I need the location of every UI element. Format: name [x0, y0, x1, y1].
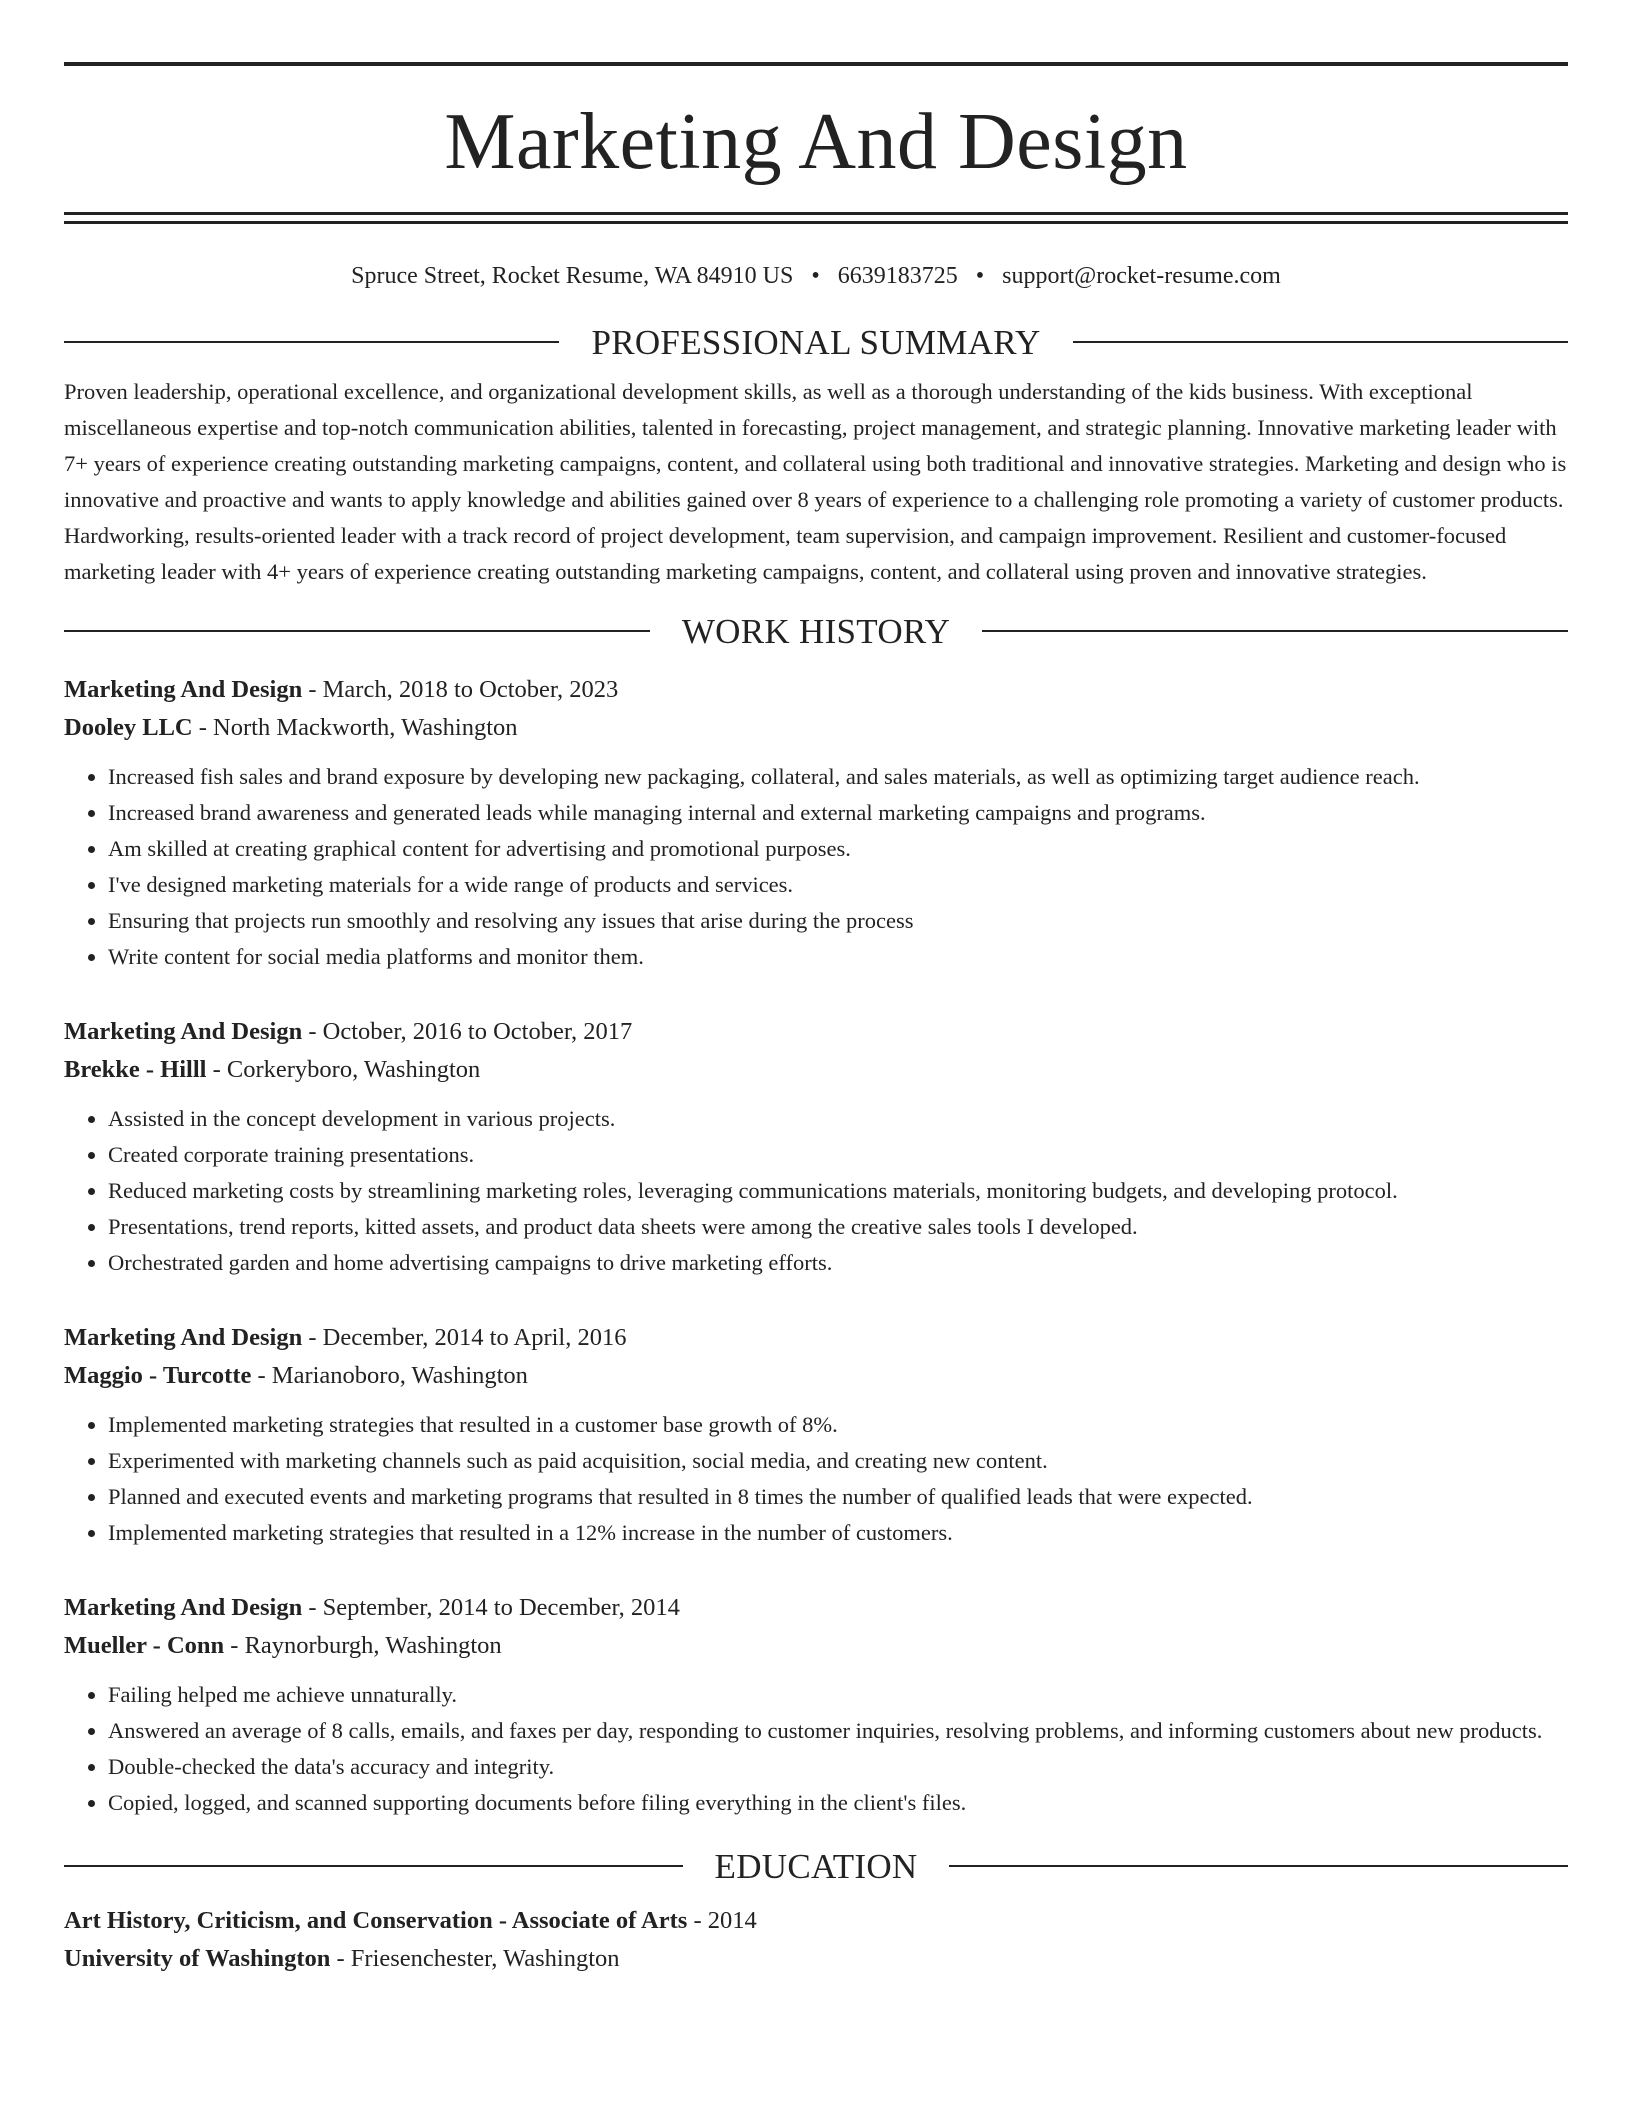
contact-phone: 6639183725 [837, 263, 958, 289]
contact-separator: • [975, 263, 985, 289]
job-bullet: • Implemented marketing strategies that resulted in a 12% increase in the number of customers. [108, 1515, 1568, 1551]
job-bullet: • Double-checked the data's accuracy and integrity. [108, 1749, 1568, 1785]
job-entry [64, 1013, 1568, 1281]
job-title-line [64, 671, 1568, 709]
contact-separator: • [811, 263, 820, 289]
job-title: Marketing And Design [64, 1017, 303, 1045]
job-company: Maggio - Turcotte [64, 1361, 252, 1389]
section-rule-right [949, 1865, 1568, 1867]
section-header-education [64, 1846, 1568, 1886]
job-title: Marketing And Design [64, 675, 303, 703]
section-header-summary [64, 322, 1568, 362]
job-dates: - September, 2014 to December, 2014 [302, 1593, 680, 1621]
job-bullet-list [64, 1407, 1568, 1551]
job-entry [64, 671, 1568, 975]
job-location: - Marianoboro, Washington [251, 1361, 528, 1389]
contact-line [64, 262, 1568, 291]
job-bullet-list [64, 1677, 1568, 1821]
job-bullet: • Assisted in the concept development in various projects. [108, 1101, 1568, 1137]
job-bullet: • Planned and executed events and marketing programs that resulted in 8 times the number of qualified leads that were expected. [108, 1479, 1568, 1515]
job-dates: - December, 2014 to April, 2016 [302, 1323, 627, 1351]
job-location: - North Mackworth, Washington [192, 713, 518, 741]
resume-name: Marketing And Design [444, 98, 1188, 186]
job-bullet: • Increased brand awareness and generated leads while managing internal and external marketing campaigns and programs. [108, 795, 1568, 831]
header-bottom-rule-2 [64, 221, 1568, 224]
job-title-line [64, 1319, 1568, 1357]
section-title-education: EDUCATION [714, 1846, 918, 1886]
job-entry [64, 1319, 1568, 1551]
job-bullet: • Write content for social media platforms and monitor them. [108, 939, 1568, 975]
contact-email: support@rocket-resume.com [1002, 263, 1281, 289]
education-degree-line [64, 1902, 1568, 1940]
section-header-work [64, 611, 1568, 651]
job-bullet: • Created corporate training presentations. [108, 1137, 1568, 1173]
job-company: Dooley LLC [64, 713, 193, 741]
job-bullet: • Presentations, trend reports, kitted assets, and product data sheets were among the creative sales tools I developed. [108, 1209, 1568, 1245]
job-entry [64, 1589, 1568, 1821]
section-rule-left [64, 1865, 683, 1867]
job-bullet: • Increased fish sales and brand exposure by developing new packaging, collateral, and sales materials, as well as optimizing target audience reach. [108, 759, 1568, 795]
job-title-line [64, 1589, 1568, 1627]
job-bullet: • Implemented marketing strategies that resulted in a customer base growth of 8%. [108, 1407, 1568, 1443]
job-title: Marketing And Design [64, 1323, 303, 1351]
job-bullet: • Experimented with marketing channels such as paid acquisition, social media, and creating new content. [108, 1443, 1568, 1479]
job-location: - Raynorburgh, Washington [224, 1631, 502, 1659]
job-company: Brekke - Hilll [64, 1055, 207, 1083]
job-bullet: • I've designed marketing materials for a wide range of products and services. [108, 867, 1568, 903]
job-bullet: • Am skilled at creating graphical content for advertising and promotional purposes. [108, 831, 1568, 867]
job-company-line [64, 1357, 1568, 1395]
resume-header [64, 0, 1568, 224]
job-bullet: • Ensuring that projects run smoothly and resolving any issues that arise during the process [108, 903, 1568, 939]
job-company-line [64, 709, 1568, 747]
job-company: Mueller - Conn [64, 1631, 225, 1659]
work-history-list [64, 671, 1568, 1821]
job-company-line [64, 1051, 1568, 1089]
education-location: - Friesenchester, Washington [330, 1944, 620, 1972]
job-dates: - March, 2018 to October, 2023 [302, 675, 619, 703]
education-school-line [64, 1940, 1568, 1978]
contact-address: Spruce Street, Rocket Resume, WA 84910 US [351, 263, 794, 289]
section-rule-right [982, 630, 1568, 632]
education-year: - 2014 [687, 1906, 757, 1934]
job-dates: - October, 2016 to October, 2017 [302, 1017, 633, 1045]
summary-text: Proven leadership, operational excellence, and organizational development skills, as well as a thorough understanding of the kids business. With exceptional miscellaneous expertise and top-notch communication abilities, talented in forecasting, project management, and strategic planning. Innovative marketing leader with 7+ years of experience creating outstanding marketing campaigns, content, and collateral using both traditional and innovative strategies. Marketing and design who is innovative and proactive and wants to apply knowledge and abilities gained over 8 years of experience to a challenging role promoting a variety of customer products. Hardworking, results-oriented leader with a track record of project development, team supervision, and campaign improvement. Resilient and customer-focused marketing leader with 4+ years of experience creating outstanding marketing campaigns, content, and collateral using proven and innovative strategies. [64, 378, 1567, 584]
education-school: University of Washington [64, 1944, 331, 1972]
section-title-work: WORK HISTORY [681, 611, 951, 651]
job-bullet: • Copied, logged, and scanned supporting documents before filing everything in the client's files. [108, 1785, 1568, 1821]
education-degree: Art History, Criticism, and Conservation - Associate of Arts [64, 1906, 688, 1934]
job-title-line [64, 1013, 1568, 1051]
job-bullet-list [64, 759, 1568, 975]
job-location: - Corkeryboro, Washington [206, 1055, 481, 1083]
job-bullet: • Reduced marketing costs by streamlining marketing roles, leveraging communications materials, monitoring budgets, and developing protocol. [108, 1173, 1568, 1209]
job-bullet: • Failing helped me achieve unnaturally. [108, 1677, 1568, 1713]
job-title: Marketing And Design [64, 1593, 303, 1621]
job-bullet-list [64, 1101, 1568, 1281]
section-rule-right [1073, 341, 1568, 343]
section-rule-left [64, 341, 559, 343]
section-title-summary: PROFESSIONAL SUMMARY [591, 322, 1041, 362]
job-bullet: • Answered an average of 8 calls, emails, and faxes per day, responding to customer inquiries, resolving problems, and informing customers about new products. [108, 1713, 1568, 1749]
job-bullet: • Orchestrated garden and home advertising campaigns to drive marketing efforts. [108, 1245, 1568, 1281]
header-bottom-rule-1 [64, 212, 1568, 215]
job-company-line [64, 1627, 1568, 1665]
education-entry [64, 1902, 1568, 1978]
section-rule-left [64, 630, 650, 632]
